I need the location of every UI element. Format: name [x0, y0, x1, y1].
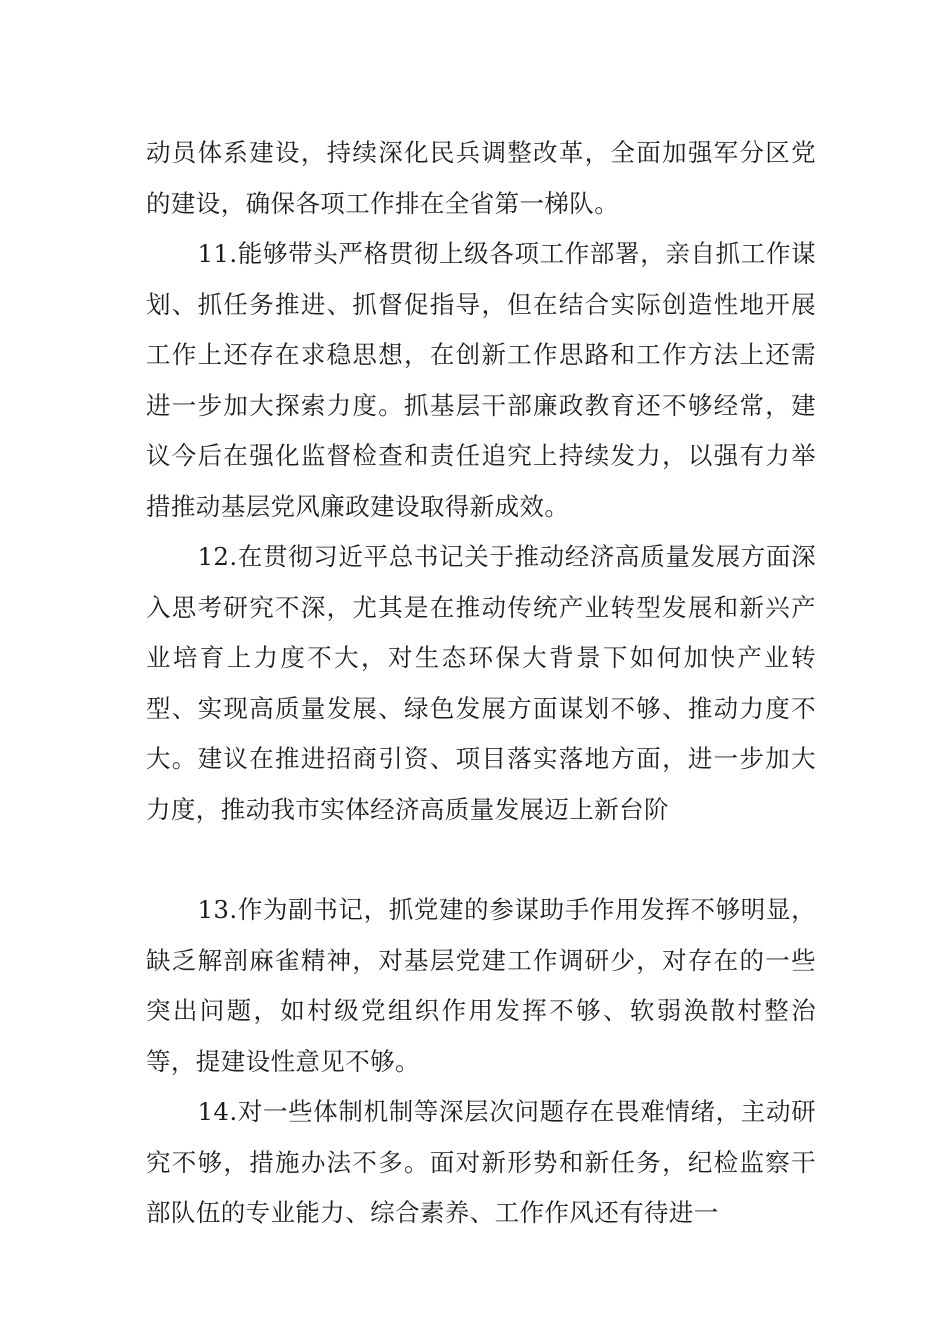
paragraph-item-11: 11.能够带头严格贯彻上级各项工作部署，亲自抓工作谋划、抓任务推进、抓督促指导，但在结合实际创造性地开展工作上还存在求稳思想，在创新工作思路和工作方法上还需进一步加大探索力度。抓基层干部廉政教育还不够经常，建议今后在强化监督检查和责任追究上持续发力，以强有力举措推动基层党风廉政建设取得新成效。: [146, 239, 816, 521]
document-body: [146, 128, 816, 1239]
paragraph-continuation: 动员体系建设，持续深化民兵调整改革，全面加强军分区党的建设，确保各项工作排在全省第一梯队。: [146, 138, 816, 218]
paragraph-item-13: 13.作为副书记，抓党建的参谋助手作用发挥不够明显，缺乏解剖麻雀精神，对基层党建工作调研少，对存在的一些突出问题，如村级党组织作用发挥不够、软弱涣散村整治等，提建设性意见不够。: [146, 895, 816, 1076]
paragraph-item-12: 12.在贯彻习近平总书记关于推动经济高质量发展方面深入思考研究不深，尤其是在推动传统产业转型发展和新兴产业培育上力度不大，对生态环保大背景下如何加快产业转型、实现高质量发展、绿色发展方面谋划不够、推动力度不大。建议在推进招商引资、项目落实落地方面，进一步加大力度，推动我市实体经济高质量发展迈上新台阶: [146, 542, 816, 824]
paragraph-item-14: 14.对一些体制机制等深层次问题存在畏难情绪，主动研究不够，措施办法不多。面对新形势和新任务，纪检监察干部队伍的专业能力、综合素养、工作作风还有待进一: [146, 1097, 816, 1227]
